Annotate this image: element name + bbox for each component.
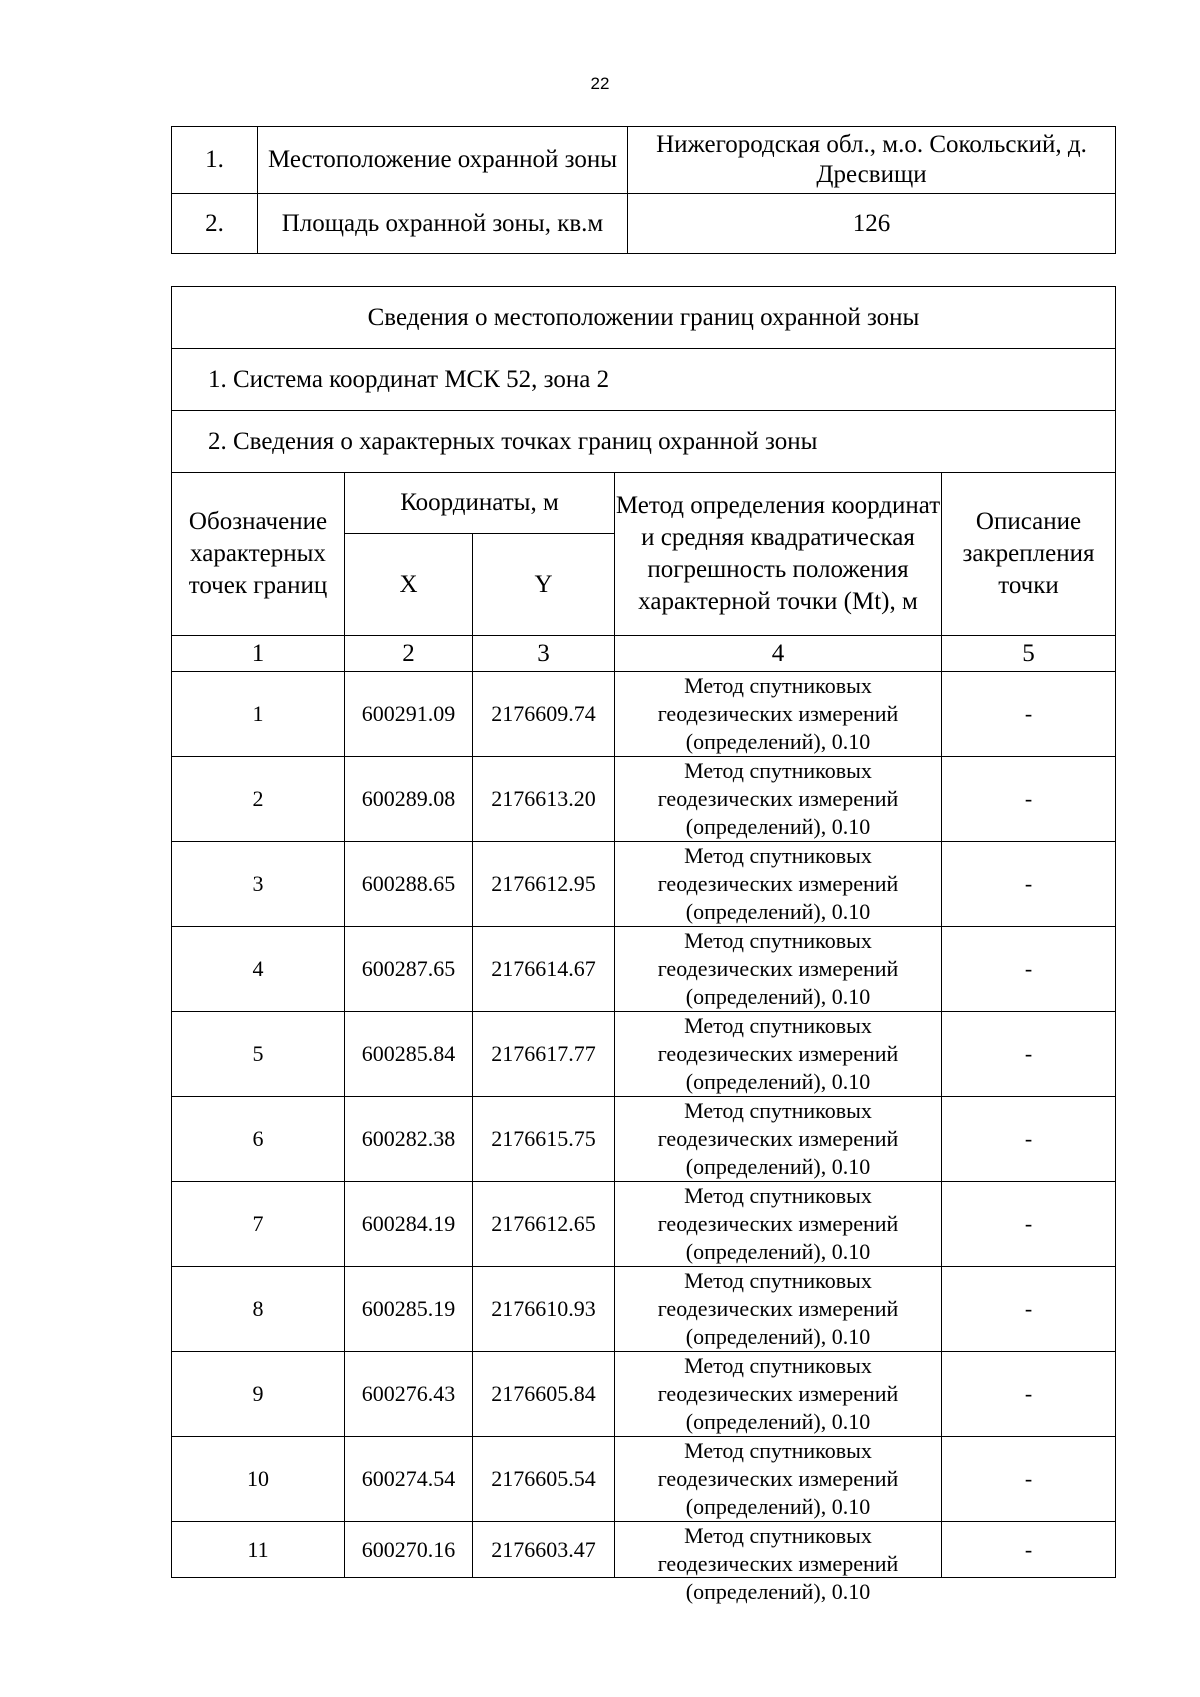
fixing-description: - xyxy=(942,1097,1116,1182)
x-coordinate: 600289.08 xyxy=(345,757,473,842)
boundary-section-title: Сведения о местоположении границ охранной зоны xyxy=(172,287,1116,349)
table-title-row xyxy=(172,287,1116,349)
method-description: Метод спутниковых геодезических измерений (определений), 0.10 xyxy=(615,1352,942,1437)
column-number: 2 xyxy=(345,636,473,672)
x-coordinate: 600291.09 xyxy=(345,672,473,757)
header-method: Метод определения координат и средняя квадратическая погрешность положения характерной точки (Mt), м xyxy=(615,473,942,636)
method-description: Метод спутниковых геодезических измерений (определений), 0.10 xyxy=(657,1523,899,1604)
method-description: Метод спутниковых геодезических измерений (определений), 0.10 xyxy=(615,842,942,927)
info-row-value: 126 xyxy=(628,194,1116,254)
y-coordinate: 2176605.84 xyxy=(473,1352,615,1437)
y-coordinate: 2176612.65 xyxy=(473,1182,615,1267)
point-designation: 6 xyxy=(172,1097,345,1182)
method-description: Метод спутниковых геодезических измерений (определений), 0.10 xyxy=(615,1437,942,1522)
column-number: 3 xyxy=(473,636,615,672)
x-coordinate: 600285.84 xyxy=(345,1012,473,1097)
point-designation: 8 xyxy=(172,1267,345,1352)
table-row xyxy=(172,1182,1116,1267)
method-description: Метод спутниковых геодезических измерений (определений), 0.10 xyxy=(615,757,942,842)
y-coordinate: 2176605.54 xyxy=(473,1437,615,1522)
point-designation: 1 xyxy=(172,672,345,757)
fixing-description: - xyxy=(942,672,1116,757)
y-coordinate: 2176617.77 xyxy=(473,1012,615,1097)
header-designation: Обозначение характерных точек границ xyxy=(172,473,345,636)
point-designation: 5 xyxy=(172,1012,345,1097)
points-title-row xyxy=(172,411,1116,473)
column-number: 1 xyxy=(172,636,345,672)
coordinate-system-label: 1. Система координат МСК 52, зона 2 xyxy=(172,349,1116,411)
info-row-number: 1. xyxy=(172,127,258,194)
table-row xyxy=(172,672,1116,757)
info-row-label: Местоположение охранной зоны xyxy=(258,127,628,194)
table-cell xyxy=(615,1522,942,1604)
y-coordinate: 2176613.20 xyxy=(473,757,615,842)
fixing-description: - xyxy=(942,1522,1116,1578)
column-number-row xyxy=(172,636,1116,672)
info-row-number: 2. xyxy=(172,194,258,254)
fixing-description: - xyxy=(942,842,1116,927)
x-coordinate: 600270.16 xyxy=(345,1522,473,1578)
fixing-description: - xyxy=(942,1182,1116,1267)
fixing-description: - xyxy=(942,1437,1116,1522)
point-designation: 7 xyxy=(172,1182,345,1267)
info-row-label: Площадь охранной зоны, кв.м xyxy=(258,194,628,254)
y-coordinate: 2176612.95 xyxy=(473,842,615,927)
table-row xyxy=(172,927,1116,1012)
column-number: 5 xyxy=(942,636,1116,672)
x-coordinate: 600274.54 xyxy=(345,1437,473,1522)
y-coordinate: 2176603.47 xyxy=(473,1522,615,1578)
fixing-description: - xyxy=(942,1352,1116,1437)
page-number: 22 xyxy=(590,74,610,93)
coordinate-system-row xyxy=(172,349,1116,411)
zone-info-table xyxy=(171,126,1116,254)
info-row-location xyxy=(172,127,1116,194)
x-coordinate: 600282.38 xyxy=(345,1097,473,1182)
boundary-coordinates-table xyxy=(171,286,1116,1604)
table-row xyxy=(172,1352,1116,1437)
y-coordinate: 2176610.93 xyxy=(473,1267,615,1352)
x-coordinate: 600284.19 xyxy=(345,1182,473,1267)
table-row xyxy=(172,1267,1116,1352)
table-row xyxy=(172,1522,1116,1578)
fixing-description: - xyxy=(942,757,1116,842)
table-row xyxy=(172,1097,1116,1182)
point-designation: 3 xyxy=(172,842,345,927)
table-row xyxy=(172,1437,1116,1522)
method-description: Метод спутниковых геодезических измерений (определений), 0.10 xyxy=(615,927,942,1012)
y-coordinate: 2176615.75 xyxy=(473,1097,615,1182)
fixing-description: - xyxy=(942,927,1116,1012)
table-row xyxy=(172,757,1116,842)
fixing-description: - xyxy=(942,1012,1116,1097)
method-description: Метод спутниковых геодезических измерений (определений), 0.10 xyxy=(615,672,942,757)
x-coordinate: 600287.65 xyxy=(345,927,473,1012)
point-designation: 10 xyxy=(172,1437,345,1522)
method-description: Метод спутниковых геодезических измерений (определений), 0.10 xyxy=(615,1012,942,1097)
header-y: Y xyxy=(473,534,615,636)
column-number: 4 xyxy=(615,636,942,672)
header-x: X xyxy=(345,534,473,636)
info-row-area xyxy=(172,194,1116,254)
table-row xyxy=(172,1012,1116,1097)
header-coordinates: Координаты, м xyxy=(345,473,615,534)
point-designation: 2 xyxy=(172,757,345,842)
x-coordinate: 600285.19 xyxy=(345,1267,473,1352)
fixing-description: - xyxy=(942,1267,1116,1352)
method-description: Метод спутниковых геодезических измерений (определений), 0.10 xyxy=(615,1097,942,1182)
y-coordinate: 2176609.74 xyxy=(473,672,615,757)
header-fixing: Описание закрепления точки xyxy=(942,473,1116,636)
x-coordinate: 600288.65 xyxy=(345,842,473,927)
info-row-value: Нижегородская обл., м.о. Сокольский, д. Дресвищи xyxy=(628,127,1116,194)
table-row xyxy=(172,842,1116,927)
method-description: Метод спутниковых геодезических измерений (определений), 0.10 xyxy=(615,1182,942,1267)
point-designation: 4 xyxy=(172,927,345,1012)
x-coordinate: 600276.43 xyxy=(345,1352,473,1437)
y-coordinate: 2176614.67 xyxy=(473,927,615,1012)
method-description: Метод спутниковых геодезических измерений (определений), 0.10 xyxy=(615,1267,942,1352)
points-section-title: 2. Сведения о характерных точках границ охранной зоны xyxy=(172,411,1116,473)
point-designation: 11 xyxy=(172,1522,345,1578)
column-header-row xyxy=(172,473,1116,534)
point-designation: 9 xyxy=(172,1352,345,1437)
